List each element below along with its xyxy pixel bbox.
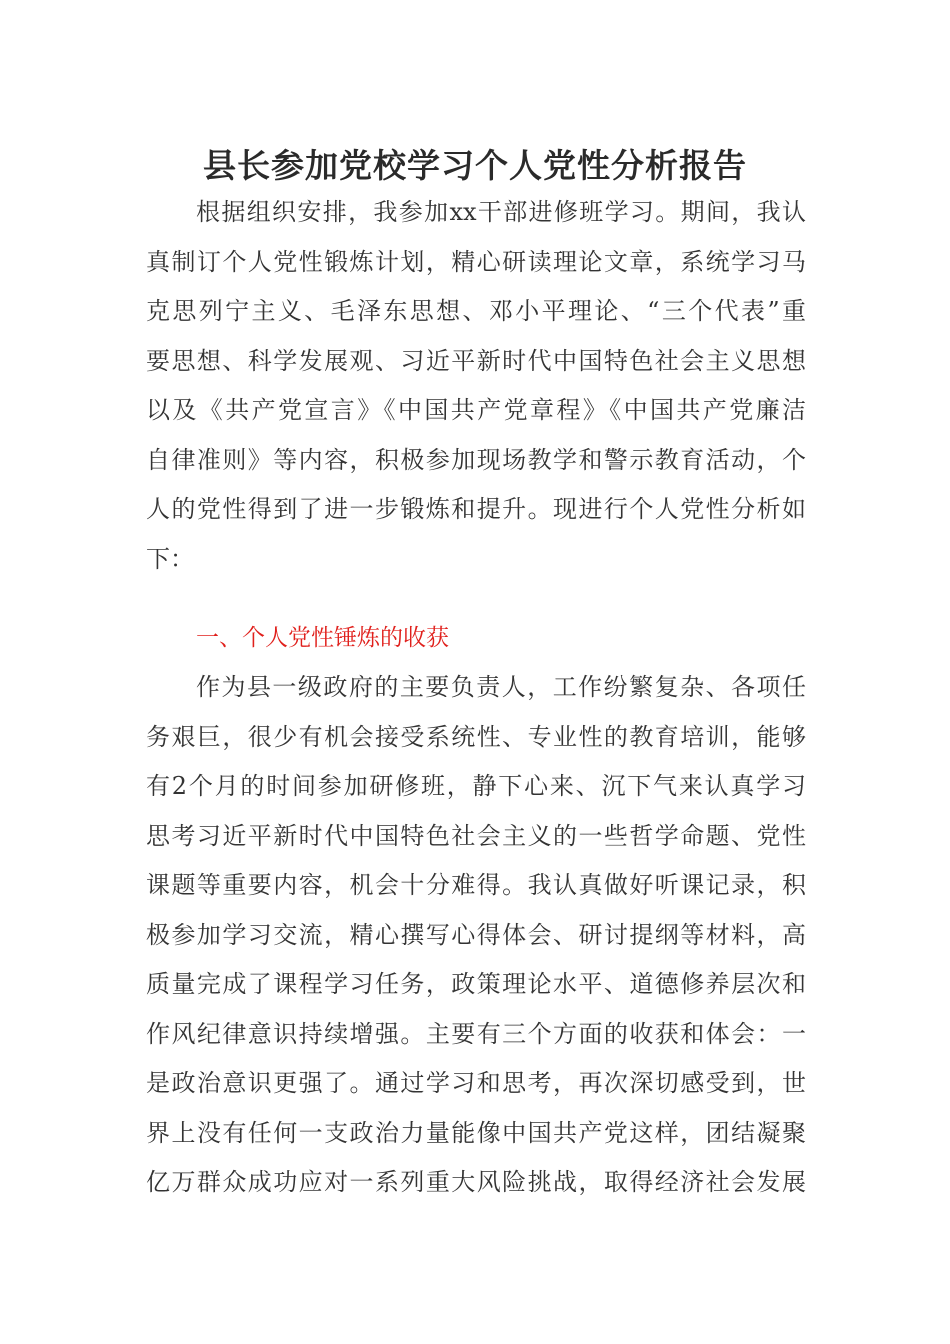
paragraph-line: 课题等重要内容，机会十分难得。我认真做好听课记录，积 — [146, 871, 806, 899]
paragraph-line: 务艰巨，很少有机会接受系统性、专业性的教育培训，能够 — [146, 722, 806, 751]
paragraph-line: 质量完成了课程学习任务，政策理论水平、道德修养层次和 — [146, 970, 806, 998]
paragraph-line: 作为县一级政府的主要负责人，工作纷繁复杂、各项任 — [196, 673, 806, 701]
paragraph-line: 界上没有任何一支政治力量能像中国共产党这样，团结凝聚 — [146, 1118, 806, 1147]
paragraph-line: 真制订个人党性锻炼计划，精心研读理论文章，系统学习马 — [146, 247, 806, 276]
paragraph-line: 亿万群众成功应对一系列重大风险挑战，取得经济社会发展 — [146, 1168, 806, 1196]
paragraph-line: 是政治意识更强了。通过学习和思考，再次深切感受到，世 — [146, 1069, 806, 1097]
section-paragraph — [146, 663, 806, 1208]
paragraph-line: 极参加学习交流，精心撰写心得体会、研讨提纲等材料，高 — [146, 920, 806, 949]
paragraph-line: 根据组织安排，我参加xx干部进修班学习。期间，我认 — [196, 198, 806, 226]
section-heading: 一、个人党性锤炼的收获 — [196, 625, 449, 651]
paragraph-line: 作风纪律意识持续增强。主要有三个方面的收获和体会：一 — [146, 1019, 806, 1048]
paragraph-line: 思考习近平新时代中国特色社会主义的一些哲学命题、党性 — [146, 821, 806, 850]
document-title: 县长参加党校学习个人党性分析报告 — [203, 146, 747, 185]
paragraph-line: 自律准则》等内容，积极参加现场教学和警示教育活动，个 — [146, 445, 806, 474]
paragraph-line: 下： — [146, 544, 194, 573]
paragraph-line: 有2个月的时间参加研修班，静下心来、沉下气来认真学习 — [146, 772, 806, 800]
intro-paragraph — [146, 188, 806, 584]
paragraph-line: 人的党性得到了进一步锻炼和提升。现进行个人党性分析如 — [146, 495, 806, 523]
paragraph-line: 克思列宁主义、毛泽东思想、邓小平理论、“三个代表”重 — [146, 297, 806, 325]
paragraph-line: 以及《共产党宣言》《中国共产党章程》《中国共产党廉洁 — [146, 396, 806, 424]
paragraph-line: 要思想、科学发展观、习近平新时代中国特色社会主义思想 — [146, 346, 806, 375]
